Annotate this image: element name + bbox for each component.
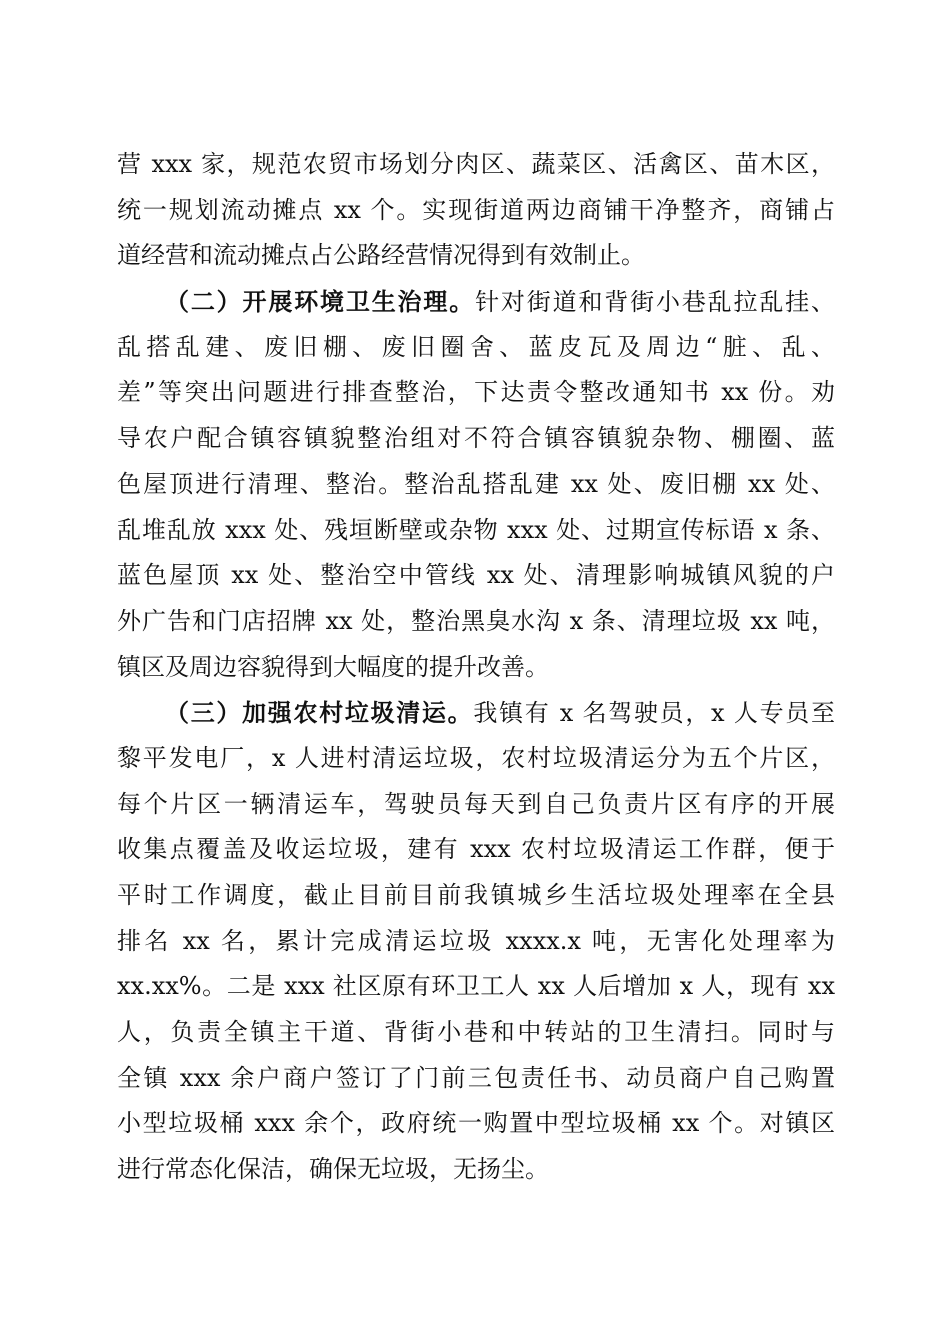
- text-line: 乱搭乱建、废旧棚、废旧圈舍、蓝皮瓦及周边“脏、乱、: [117, 332, 835, 361]
- text-line: 乱堆乱放 xxx 处、残垣断壁或杂物 xxx 处、过期宣传标语 x 条、: [117, 515, 835, 544]
- document-page: [117, 142, 835, 1193]
- text-line: 道经营和流动摊点占公路经营情况得到有效制止。: [117, 241, 645, 270]
- text-line: [117, 279, 835, 325]
- text-line: 收集点覆盖及收运垃圾，建有 xxx 农村垃圾清运工作群，便于: [117, 835, 835, 864]
- text-line: 蓝色屋顶 xx 处、整治空中管线 xx 处、清理影响城镇风貌的户: [117, 561, 835, 590]
- text-line: 黎平发电厂，x 人进村清运垃圾，农村垃圾清运分为五个片区，: [117, 743, 835, 772]
- section-heading-3: （三）加强农村垃圾清运。: [165, 698, 474, 728]
- text-line: 每个片区一辆清运车，驾驶员每天到自己负责片区有序的开展: [117, 789, 835, 818]
- paragraph-market-regulation: [117, 142, 835, 279]
- text-line: 全镇 xxx 余户商户签订了门前三包责任书、动员商户自己购置: [117, 1063, 835, 1092]
- text-line: 小型垃圾桶 xxx 余个，政府统一购置中型垃圾桶 xx 个。对镇区: [117, 1109, 835, 1138]
- text-line: 导农户配合镇容镇貌整治组对不符合镇容镇貌杂物、棚圈、蓝: [117, 424, 835, 453]
- section-heading-2: （二）开展环境卫生治理。: [165, 287, 476, 317]
- text-run: 针对街道和背街小巷乱拉乱挂、: [475, 288, 835, 317]
- text-line: 排名 xx 名，累计完成清运垃圾 xxxx.x 吨，无害化处理率为: [117, 926, 835, 955]
- text-line: 外广告和门店招牌 xx 处，整治黑臭水沟 x 条、清理垃圾 xx 吨，: [117, 606, 835, 635]
- paragraph-garbage-collection: [117, 690, 835, 1193]
- paragraph-environment-sanitation: [117, 279, 835, 690]
- text-line: 进行常态化保洁，确保无垃圾，无扬尘。: [117, 1155, 549, 1184]
- text-line: 色屋顶进行清理、整治。整治乱搭乱建 xx 处、废旧棚 xx 处、: [117, 469, 835, 498]
- text-line: 人，负责全镇主干道、背街小巷和中转站的卫生清扫。同时与: [117, 1018, 835, 1047]
- text-line: [117, 690, 835, 736]
- text-line: 营 xxx 家，规范农贸市场划分肉区、蔬菜区、活禽区、苗木区，: [117, 150, 835, 178]
- text-run: 我镇有 x 名驾驶员，x 人专员至: [473, 699, 835, 728]
- text-line: 统一规划流动摊点 xx 个。实现街道两边商铺干净整齐，商铺占: [117, 195, 835, 224]
- text-line: 平时工作调度，截止目前目前我镇城乡生活垃圾处理率在全县: [117, 881, 835, 909]
- text-line: 镇区及周边容貌得到大幅度的提升改善。: [117, 652, 549, 681]
- text-line: xx.xx%。二是 xxx 社区原有环卫工人 xx 人后增加 x 人，现有 xx: [117, 972, 835, 1001]
- text-line: 差”等突出问题进行排查整治，下达责令整改通知书 xx 份。劝: [117, 378, 835, 407]
